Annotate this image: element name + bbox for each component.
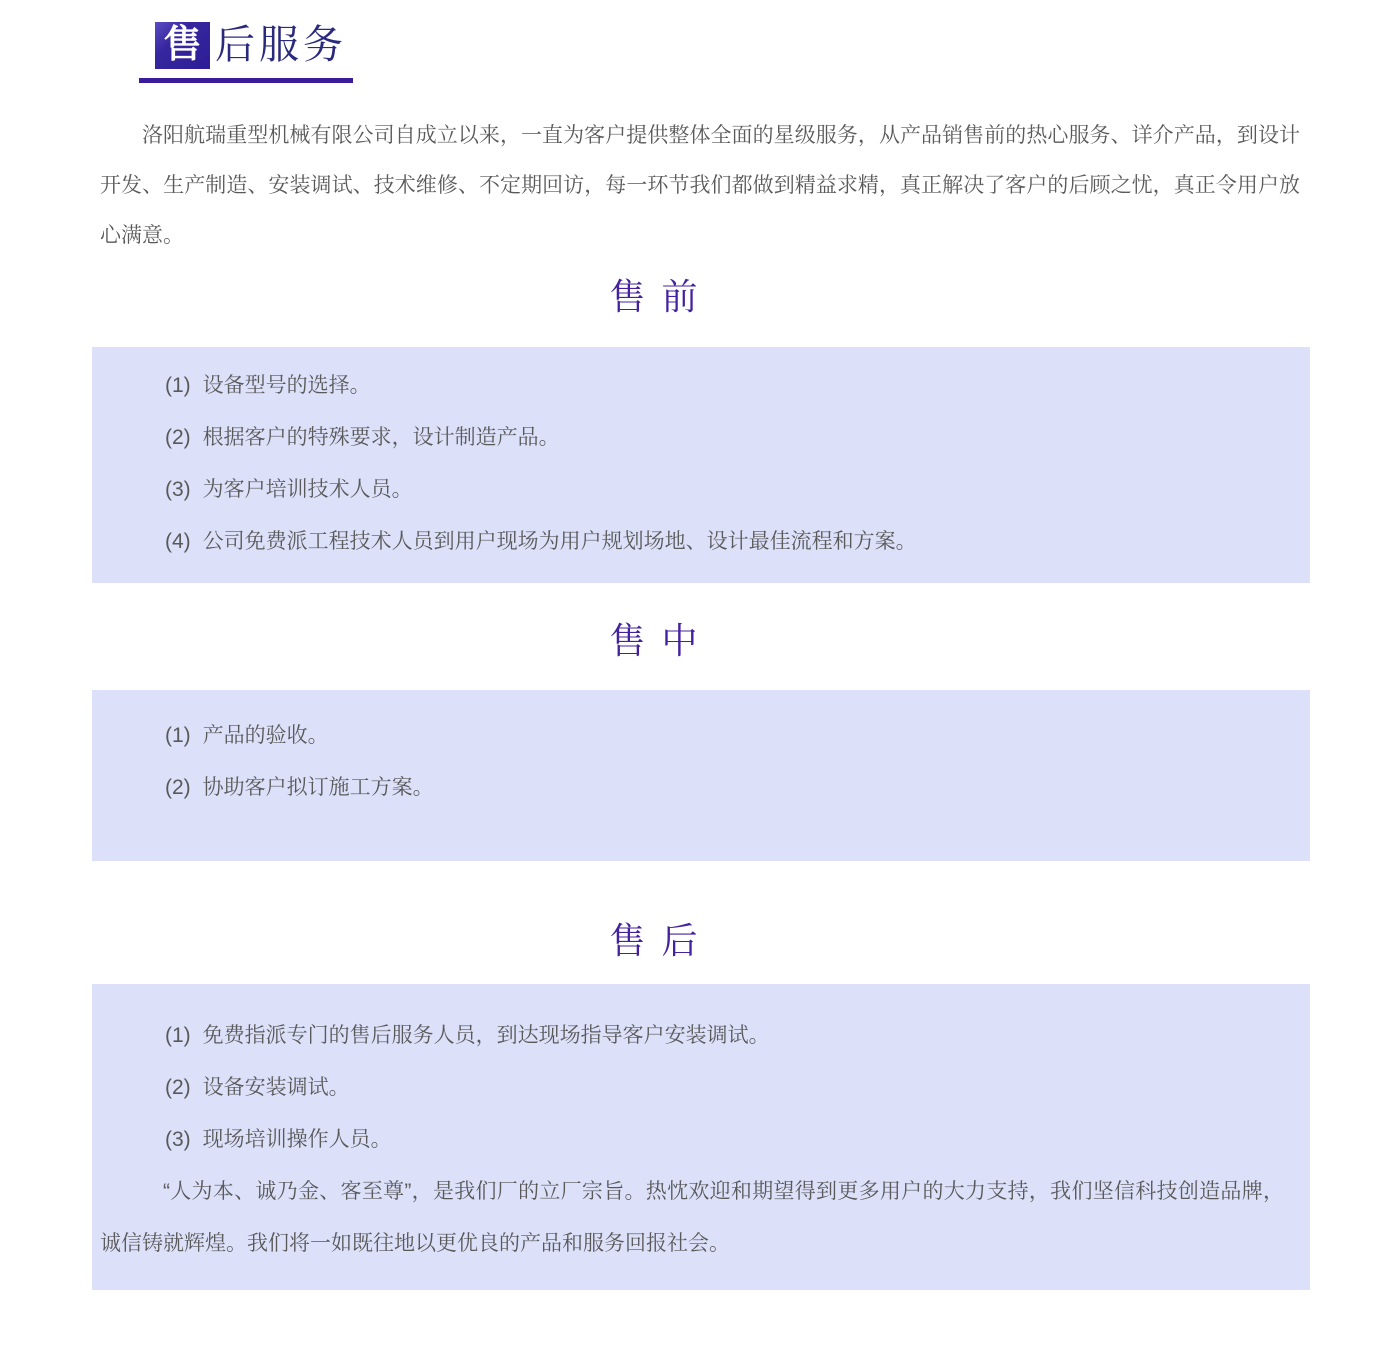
mid-sale-panel: [92, 690, 1310, 861]
item-text: 公司免费派工程技术人员到用户现场为用户规划场地、设计最佳流程和方案。: [202, 530, 917, 553]
list-item: [165, 1062, 1290, 1114]
page-title-row: [139, 22, 353, 69]
item-number: (1): [165, 374, 191, 397]
item-number: (3): [165, 1128, 191, 1151]
section-heading-pre-sale: 售 前: [609, 276, 701, 317]
item-text: 设备安装调试。: [202, 1076, 350, 1099]
title-first-char-badge: 售: [155, 22, 210, 69]
item-number: (2): [165, 1076, 191, 1099]
pre-sale-panel: [92, 347, 1310, 583]
item-text: 根据客户的特殊要求，设计制造产品。: [202, 426, 560, 449]
list-item: [165, 412, 1290, 464]
list-item: [165, 360, 1290, 412]
after-sale-panel: [92, 984, 1310, 1290]
item-text: 产品的验收。: [202, 724, 329, 747]
item-number: (1): [165, 724, 191, 747]
item-text: 设备型号的选择。: [202, 374, 371, 397]
list-item: [165, 762, 1290, 814]
list-item: [165, 516, 1290, 568]
item-text: 免费指派专门的售后服务人员，到达现场指导客户安装调试。: [202, 1024, 770, 1047]
item-number: (3): [165, 478, 191, 501]
item-number: (1): [165, 1024, 191, 1047]
item-number: (4): [165, 530, 191, 553]
section-heading-after-sale: 售 后: [609, 920, 701, 961]
title-underline: [139, 78, 353, 83]
item-text: 为客户培训技术人员。: [202, 478, 413, 501]
list-item: [165, 710, 1290, 762]
list-item: [165, 464, 1290, 516]
intro-paragraph: 洛阳航瑞重型机械有限公司自成立以来，一直为客户提供整体全面的星级服务，从产品销售前的热心服务、详介产品，到设计开发、生产制造、安装调试、技术维修、不定期回访，每一环节我们都做到精益求精，真正解决了客户的后顾之忧，真正令用户放心满意。: [100, 124, 1300, 247]
list-item: [165, 1114, 1290, 1166]
item-text: 协助客户拟订施工方案。: [202, 776, 434, 799]
list-item: [165, 1010, 1290, 1062]
closing-paragraph: “人为本、诚乃金、客至尊”，是我们厂的立厂宗旨。热忱欢迎和期望得到更多用户的大力支持，我们坚信科技创造品牌，诚信铸就辉煌。我们将一如既往地以更优良的产品和服务回报社会。: [100, 1180, 1284, 1255]
item-number: (2): [165, 426, 191, 449]
section-heading-mid-sale: 售 中: [609, 620, 701, 661]
title-rest-text: 后服务: [215, 23, 347, 67]
page-title: [139, 0, 353, 83]
item-text: 现场培训操作人员。: [202, 1128, 392, 1151]
item-number: (2): [165, 776, 191, 799]
